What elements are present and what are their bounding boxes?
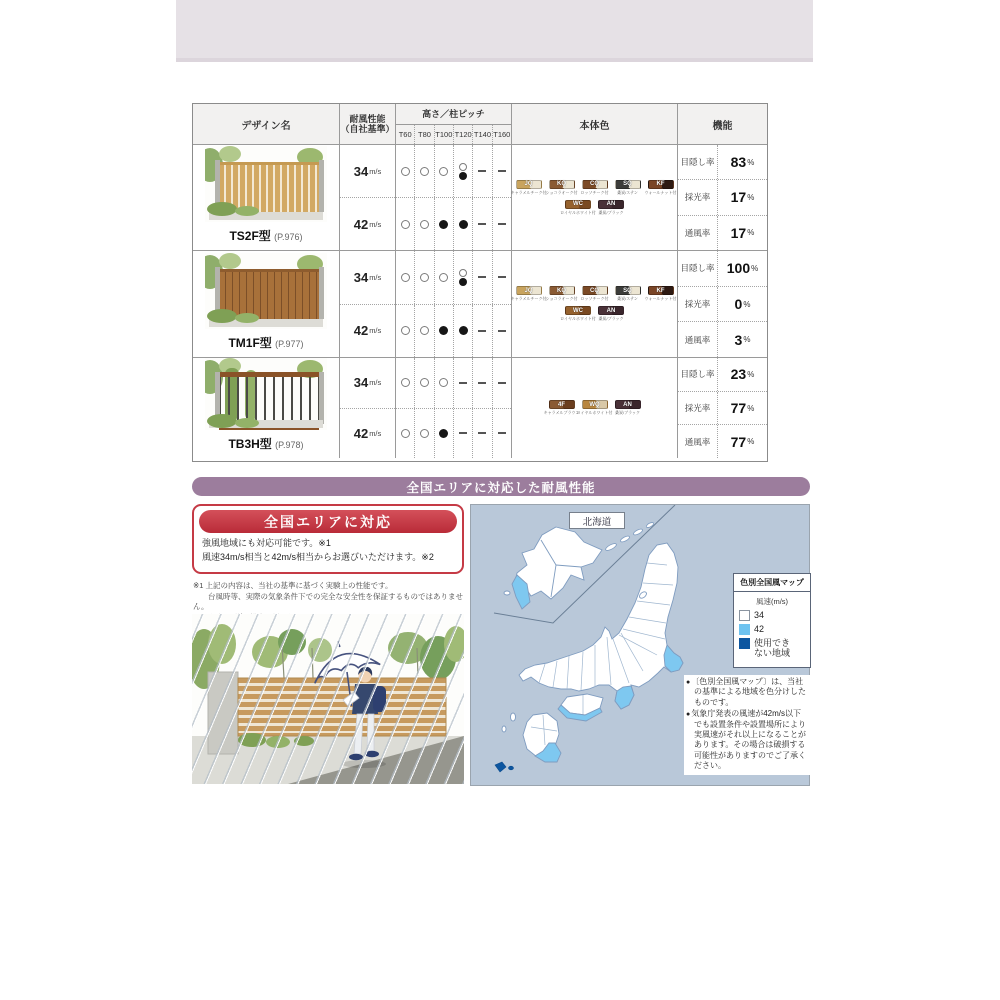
color-swatch: 4F [549, 400, 575, 409]
wind-speed-34: 34 m/s [340, 145, 395, 198]
body-color-cell [512, 145, 678, 250]
color-swatch: AN [598, 306, 624, 315]
map-notes [684, 675, 810, 775]
product-photo-tm1f [205, 253, 327, 329]
header-design-name: デザイン名 [193, 104, 340, 145]
color-chip-WC [560, 306, 596, 322]
mark-T80 [415, 251, 434, 304]
function-目隠し率 [678, 358, 767, 392]
mark-T140 [473, 305, 492, 358]
color-swatch: JQ [516, 286, 542, 295]
bush [235, 206, 259, 216]
function-label: 通風率 [678, 216, 718, 250]
header-t100: T100 [435, 125, 454, 144]
mark-T80 [415, 409, 434, 459]
mark-T80 [415, 198, 434, 250]
mark-T120 [454, 409, 473, 459]
marks-row-34 [396, 145, 511, 198]
mark-T140 [473, 409, 492, 459]
color-chip-AN [596, 306, 626, 322]
wind-speed-cell [340, 358, 396, 458]
mark-T140 [473, 145, 492, 197]
color-name: ロイヤルホワイト付 [576, 410, 613, 415]
bush [207, 414, 237, 428]
mark-T160 [493, 198, 511, 250]
header-function: 機能 [678, 104, 767, 145]
mark-T60 [396, 251, 415, 304]
color-name: ショコラオーク付 [545, 296, 578, 301]
map-legend-unit: 風速(m/s) [755, 597, 789, 606]
mark-T160 [493, 145, 511, 197]
card-line-1: 強風地域にも対応可能です。※1 [202, 538, 331, 548]
color-swatch: KQ [549, 180, 575, 189]
color-swatch: KF [648, 286, 674, 295]
height-marks-cell [396, 251, 512, 357]
wind-speed-cell [340, 251, 396, 357]
color-swatch: JQ [516, 180, 542, 189]
spec-table [192, 103, 768, 462]
map-note-1: ● 〔色別全国風マップ〕は、当社の基準による地域を色分けしたものです。 [686, 677, 808, 708]
mark-T60 [396, 198, 415, 250]
spec-table-header [193, 104, 767, 145]
product-cell [193, 358, 340, 458]
mark-T80 [415, 145, 434, 197]
color-chip-JQ [510, 286, 547, 302]
color-swatch: WC [565, 200, 591, 209]
mark-T140 [473, 198, 492, 250]
color-name: ショコラオーク付 [545, 189, 578, 195]
color-chip-AN [596, 200, 626, 216]
mark-T100 [435, 145, 454, 197]
color-name: キャラメルチーク付 [510, 296, 547, 301]
height-marks-cell [396, 145, 512, 250]
product-page-ref: (P.978) [275, 440, 304, 450]
product-name [228, 435, 303, 452]
color-swatch: WC [565, 306, 591, 315]
color-chip-KQ [547, 180, 577, 196]
footnote-line: 台風時等、実際の気象条件下での完全な安全性を保証するものではありません。 [193, 591, 463, 611]
mark-T80 [415, 358, 434, 408]
legend-item-42: 42 [739, 624, 805, 635]
color-name: ロッソチーク付 [580, 189, 609, 195]
header-t60: T60 [396, 125, 415, 144]
mark-T100 [435, 251, 454, 304]
marks-row-42 [396, 409, 511, 459]
function-label: 通風率 [678, 322, 718, 357]
product-page-ref: (P.977) [275, 339, 304, 349]
header-t160: T160 [493, 130, 511, 139]
bush [235, 418, 259, 428]
product-name [228, 334, 303, 351]
wind-speed-34: 34 m/s [340, 358, 395, 409]
wind-speed-42: 42 m/s [353, 425, 382, 441]
legend-swatch-34 [739, 610, 750, 621]
mark-T120 [454, 305, 473, 358]
mark-T120 [454, 251, 473, 304]
mark-T80 [415, 305, 434, 358]
product-photo-ts2f [205, 146, 327, 222]
function-label: 採光率 [678, 287, 718, 322]
color-name: ロイヤルホワイト付 [560, 316, 596, 321]
chip-line [510, 286, 677, 302]
header-height-pitch [396, 104, 512, 145]
kyushu [502, 713, 561, 762]
legend-item-unusable: 使用できない地域 [739, 638, 805, 659]
fence-post [319, 267, 324, 319]
header-t80: T80 [415, 125, 434, 144]
page-top-band [176, 0, 813, 62]
function-label: 採光率 [678, 392, 718, 425]
function-採光率 [678, 287, 767, 323]
section-banner-title: 全国エリアに対応した耐風性能 [406, 480, 596, 495]
shikoku [558, 694, 603, 721]
nationwide-card-text [194, 536, 462, 565]
functions-cell [678, 358, 767, 458]
color-name: 桑炭/ブラック [614, 410, 641, 415]
function-通風率 [678, 216, 767, 250]
mark-T160 [493, 409, 511, 459]
table-row-TM1F型 [193, 251, 767, 358]
function-value: 17 % [730, 189, 755, 206]
color-name: キャラメルブラウン [543, 410, 580, 415]
product-model: TM1F型 [228, 336, 272, 350]
chip-line [510, 180, 677, 196]
color-swatch: KQ [549, 286, 575, 295]
header-t120: T120 [454, 125, 473, 144]
function-value: 0 % [734, 296, 751, 312]
color-chip-KF [646, 286, 676, 302]
function-採光率 [678, 392, 767, 426]
mark-T100 [435, 409, 454, 459]
mark-T160 [493, 305, 511, 358]
color-chip-CQ [580, 286, 610, 302]
body-color-cell [512, 251, 678, 357]
color-swatch: SQ [615, 286, 641, 295]
hokkaido-label: 北海道 [569, 512, 625, 529]
color-name: ロッソチーク付 [580, 296, 609, 301]
header-height-pitch-label: 高さ／柱ピッチ [396, 104, 511, 125]
header-body-color: 本体色 [512, 104, 678, 145]
color-name: 桑炭/ブラック [598, 209, 624, 215]
chip-line [560, 200, 626, 216]
spec-table-body [193, 145, 767, 458]
color-name: ロイヤルホワイト付 [560, 209, 596, 215]
color-chip-WC [560, 200, 596, 216]
mark-T60 [396, 145, 415, 197]
mark-T140 [473, 358, 492, 408]
function-label: 目隠し率 [678, 145, 718, 179]
table-row-TB3H型 [193, 358, 767, 458]
product-model: TS2F型 [229, 229, 271, 243]
color-chip-SQ [613, 180, 643, 196]
wind-speed-34: 34 m/s [340, 251, 395, 305]
function-label: 採光率 [678, 180, 718, 214]
bush [235, 313, 259, 323]
chip-line [560, 306, 626, 322]
color-name: 桑炭/ステン [617, 189, 638, 195]
product-name [229, 227, 302, 244]
color-chip-JQ [510, 180, 547, 196]
body-color-cell [512, 358, 678, 458]
color-swatch: AN [615, 400, 641, 409]
card-line-2: 風速34m/s相当と42m/s相当からお選びいただけます。※2 [202, 551, 434, 562]
function-value: 83 % [730, 154, 755, 171]
rain-illustration-art [192, 614, 464, 784]
marks-row-42 [396, 305, 511, 358]
function-採光率 [678, 180, 767, 215]
wall-pier [208, 672, 238, 754]
color-chip-AN [613, 400, 643, 416]
marks-row-42 [396, 198, 511, 250]
product-photo-tb3h [205, 358, 327, 430]
nationwide-card [192, 504, 464, 574]
marks-row-34 [396, 358, 511, 409]
color-swatch: SQ [615, 180, 641, 189]
bush [207, 309, 237, 323]
function-目隠し率 [678, 251, 767, 287]
product-cell [193, 145, 340, 250]
wind-speed-cell [340, 145, 396, 250]
color-chip-KF [646, 180, 676, 196]
color-name: ウォールナット付 [644, 189, 677, 195]
color-chip-CQ [580, 180, 610, 196]
color-chip-SQ [613, 286, 643, 302]
nationwide-card-title: 全国エリアに対応 [199, 510, 457, 533]
mark-T100 [435, 198, 454, 250]
mark-T60 [396, 409, 415, 459]
functions-cell [678, 251, 767, 357]
mark-T120 [454, 358, 473, 408]
fence [238, 678, 446, 736]
rain-illustration [192, 614, 464, 784]
legend-swatch-42 [739, 624, 750, 635]
color-name: キャラメルチーク付 [510, 189, 547, 195]
color-swatch: KF [648, 180, 674, 189]
foliage [219, 146, 241, 162]
color-chip-4F [543, 400, 580, 416]
product-model: TB3H型 [228, 437, 272, 451]
product-page-ref: (P.976) [274, 232, 303, 242]
height-marks-cell [396, 358, 512, 458]
function-value: 23 % [730, 366, 755, 383]
function-value: 3 % [734, 331, 751, 348]
function-value: 17 % [730, 224, 755, 241]
marks-row-34 [396, 251, 511, 305]
header-wind-performance: 耐風性能 （自社基準） [340, 104, 396, 145]
mark-T160 [493, 251, 511, 304]
color-swatch: WQ [582, 400, 608, 409]
wind-speed-42: 42 m/s [353, 323, 382, 339]
foliage [219, 253, 241, 269]
function-value: 77 % [730, 433, 755, 450]
function-通風率 [678, 322, 767, 357]
fence-post [319, 372, 324, 424]
header-t140: T140 [473, 125, 492, 144]
bush [207, 202, 237, 216]
mark-T60 [396, 305, 415, 358]
function-label: 通風率 [678, 425, 718, 458]
map-legend-body [734, 592, 810, 667]
color-name: 桑炭/ステン [617, 296, 638, 301]
product-cell [193, 251, 340, 357]
wind-speed-42: 42 m/s [353, 216, 382, 232]
mark-T60 [396, 358, 415, 408]
color-swatch: CQ [582, 180, 608, 189]
map-note-2: ● 気象庁発表の風速が42m/s以下でも設置条件や設置場所により実風速がそれ以上になることがあります。その場合は破損する可能性がありますのでご了承ください。 [686, 709, 808, 771]
color-chip-WQ [576, 400, 613, 416]
chip-line [543, 400, 643, 416]
function-通風率 [678, 425, 767, 458]
color-name: 桑炭/ブラック [598, 316, 624, 321]
function-目隠し率 [678, 145, 767, 180]
mark-T100 [435, 305, 454, 358]
mark-T160 [493, 358, 511, 408]
function-label: 目隠し率 [678, 358, 718, 391]
mark-T120 [454, 198, 473, 250]
color-swatch: CQ [582, 286, 608, 295]
map-legend [733, 573, 811, 668]
footnote-line: ※1 上記の内容は、当社の基準に基づく実験上の性能です。 [193, 581, 393, 590]
functions-cell [678, 145, 767, 250]
color-swatch: AN [598, 200, 624, 209]
map-legend-title: 色別全国風マップ [734, 574, 810, 592]
header-height-cols [396, 125, 511, 144]
function-value: 77 % [730, 400, 755, 416]
color-name: ウォールナット付 [644, 296, 677, 301]
hokkaido [504, 527, 602, 609]
section-banner [192, 477, 810, 496]
legend-item-34: 34 [739, 610, 805, 621]
fence-post [319, 160, 324, 212]
mark-T120 [454, 145, 473, 197]
legend-swatch-unusable [739, 638, 750, 649]
function-value: 100 % [726, 260, 759, 277]
unusable-islands [495, 762, 514, 772]
mark-T140 [473, 251, 492, 304]
table-row-TS2F型 [193, 145, 767, 251]
mark-T100 [435, 358, 454, 408]
function-label: 目隠し率 [678, 251, 718, 286]
color-chip-KQ [547, 286, 577, 302]
